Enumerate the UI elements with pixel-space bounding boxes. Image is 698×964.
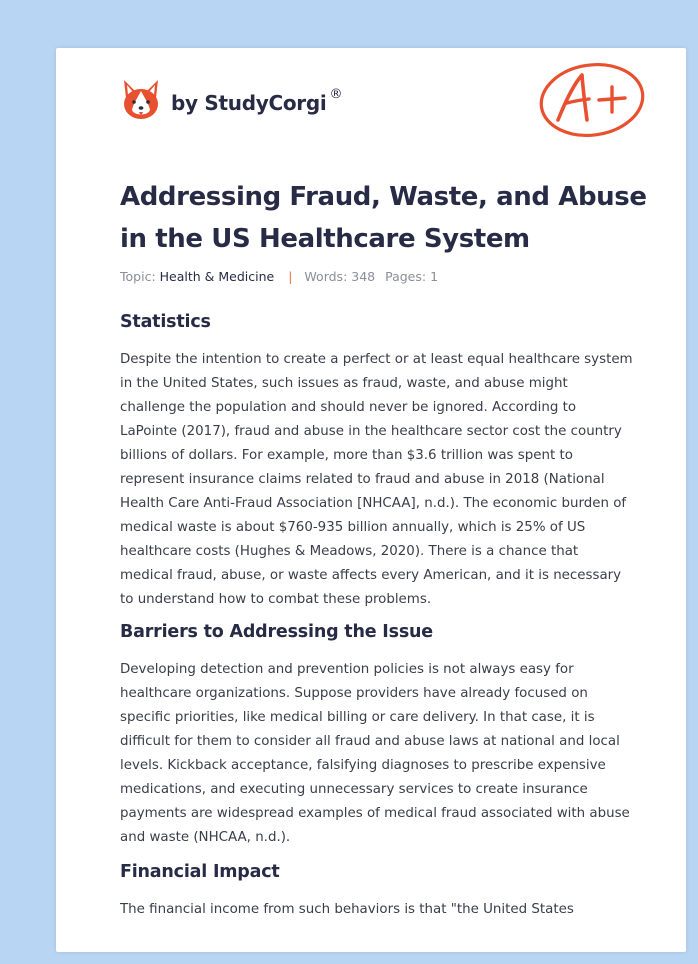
words-count: 348: [351, 269, 376, 284]
topic-link[interactable]: Health & Medicine: [159, 269, 275, 284]
paragraph-financial-impact: The financial income from such behaviors is that "the United States: [120, 902, 574, 917]
essay-body: [120, 310, 634, 922]
registered-mark: ®: [329, 87, 343, 103]
corgi-logo-icon: [120, 77, 162, 121]
topic-label: Topic:: [120, 269, 156, 284]
meta-separator: |: [288, 269, 293, 284]
pages-label: Pages:: [385, 269, 427, 284]
a-plus-grade-badge-icon: [536, 60, 648, 140]
section-heading-statistics: Statistics: [120, 312, 211, 332]
pages-count: 1: [430, 269, 439, 284]
brand-name: by StudyCorgi ®: [171, 87, 343, 115]
essay-page: [56, 48, 686, 952]
paragraph-statistics: Despite the intention to create a perfect or at least equal healthcare system in the United States, such issues as fraud, waste, and abuse might challenge the population and should never be ignored. According to LaPointe (2017), fraud and abuse in the healthcare sector cost the country billions of dollars. For example, more than $3.6 trillion was spent to represent insurance claims related to fraud and abuse in 2018 (National Health Care Anti-Fraud Association [NHCAA], n.d.). The economic burden of medical waste is about $760-935 billion annually, which is 25% of US healthcare costs (Hughes & Meadows, 2020). There is a chance that medical fraud, abuse, or waste affects every American, and it is necessary to understand how to combat these problems.: [120, 352, 633, 607]
section-heading-barriers: Barriers to Addressing the Issue: [120, 622, 433, 642]
section-heading-financial-impact: Financial Impact: [120, 862, 280, 882]
words-label: Words:: [304, 269, 348, 284]
essay-meta: [120, 269, 438, 284]
studycorgi-logo[interactable]: [120, 76, 342, 122]
essay-title: Addressing Fraud, Waste, and Abuse in the US Healthcare System: [120, 182, 647, 254]
paragraph-barriers: Developing detection and prevention policies is not always easy for healthcare organizations. Suppose providers have already focused on specific priorities, like medical billing or care delivery. In that case, it is difficult for them to consider all fraud and abuse laws at national and local levels. Kickback acceptance, falsifying diagnoses to prescribe expensive medications, and executing unnecessary services to create insurance payments are widespread examples of medical fraud associated with abuse and waste (NHCAA, n.d.).: [120, 662, 630, 845]
